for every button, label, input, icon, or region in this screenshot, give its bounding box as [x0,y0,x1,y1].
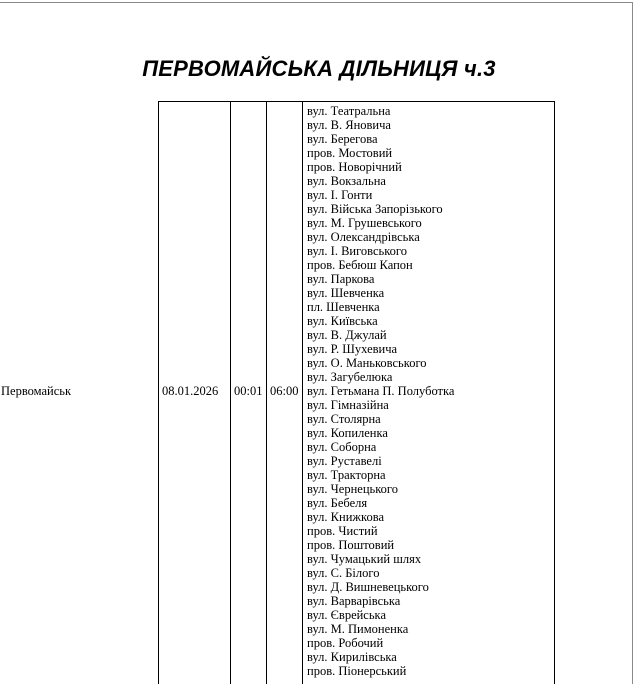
street-item: вул. Вокзальна [307,174,386,188]
street-item: вул. В. Яновича [307,118,391,132]
street-item: вул. І. Виговського [307,244,407,258]
start-time-cell: 00:01 [234,384,263,398]
street-item: вул. Шевченка [307,286,385,300]
street-item: пл. Шевченка [307,300,380,314]
street-item: пров. Піонерський [307,664,407,678]
street-item: вул. Гетьмана П. Полуботка [307,384,455,398]
page-top-border [0,2,632,3]
street-item: вул. Гімназійна [307,398,389,412]
street-item: вул. Р. Шухевича [307,342,398,356]
street-item: пров. Робочий [307,636,384,650]
page-right-border [632,2,633,684]
column-divider [230,101,231,684]
street-item: вул. Театральна [307,104,391,118]
street-item: пров. Новорічний [307,160,402,174]
street-item: вул. Тракторна [307,468,386,482]
date-cell: 08.01.2026 [162,384,219,398]
street-item: пров. Мостовий [307,146,393,160]
street-item: вул. Д. Вишневецького [307,580,429,594]
street-item: вул. С. Білого [307,566,380,580]
street-item: вул. Руставелі [307,454,382,468]
street-item: вул. В. Джулай [307,328,387,342]
street-item: вул. Копиленка [307,426,388,440]
end-time-cell: 06:00 [270,384,299,398]
street-item: вул. М. Пимоненка [307,622,409,636]
street-item: вул. Паркова [307,272,375,286]
page-title: ПЕРВОМАЙСЬКА ДІЛЬНИЦЯ ч.3 [142,56,496,81]
column-divider [266,101,267,684]
street-item: вул. Війська Запорізького [307,202,443,216]
column-divider [554,101,555,684]
street-item: вул. Київська [307,314,378,328]
street-item: вул. Столярна [307,412,381,426]
column-divider [302,101,303,684]
street-item: вул. Варварівська [307,594,401,608]
street-item: вул. Кирилівська [307,650,397,664]
streets-list [307,104,454,678]
street-item: вул. Олександрівська [307,230,420,244]
street-item: вул. Книжкова [307,510,384,524]
street-item: вул. Чернецького [307,482,398,496]
street-item: пров. Чистий [307,524,378,538]
street-item: вул. І. Гонти [307,188,373,202]
street-item: вул. Берегова [307,132,378,146]
locality-cell: Первомайськ [1,384,72,398]
street-item: вул. Соборна [307,440,377,454]
street-item: пров. Поштовий [307,538,395,552]
street-item: вул. Чумацький шлях [307,552,422,566]
street-item: вул. М. Грушевського [307,216,422,230]
street-item: пров. Бебюш Капон [307,258,413,272]
street-item: вул. Бебеля [307,496,368,510]
column-divider [158,101,159,684]
street-item: вул. О. Маньковського [307,356,427,370]
street-item: вул. Загубелюка [307,370,393,384]
street-item: вул. Єврейська [307,608,386,622]
table-top-border [158,101,554,102]
